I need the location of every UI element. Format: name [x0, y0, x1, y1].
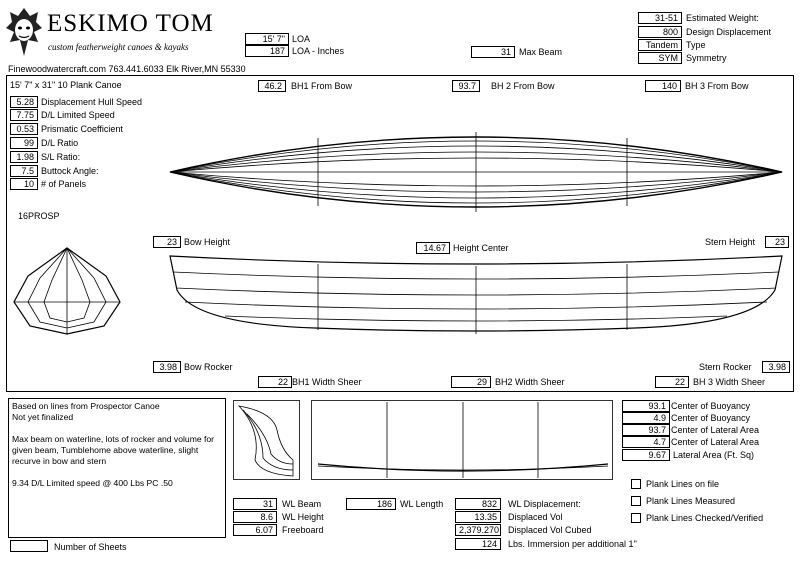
bh1-width-label: BH1 Width Sheer	[292, 377, 362, 387]
bh2-width-label: BH2 Width Sheer	[495, 377, 565, 387]
wl-beam-value: 31	[233, 498, 277, 510]
checkbox-label: Plank Lines on file	[646, 479, 720, 489]
max-beam-label: Max Beam	[519, 47, 563, 57]
plank-lines-on-file-checkbox[interactable]	[631, 479, 641, 489]
bh3-width-value: 22	[655, 376, 689, 388]
center-label: Lateral Area (Ft. Sq)	[673, 450, 755, 460]
stat-value: 0.53	[10, 123, 38, 135]
notes-line: 9.34 D/L Limited speed @ 400 Lbs PC .50	[12, 478, 173, 488]
center-label: Center of Buoyancy	[671, 401, 751, 411]
stat-value: 10	[10, 178, 38, 190]
bh2-value: 93.7	[452, 80, 480, 92]
freeboard-value: 6.07	[233, 524, 277, 536]
wl-length-value: 186	[346, 498, 396, 510]
plank-lines-verified-checkbox[interactable]	[631, 513, 641, 523]
brand-subtitle: custom featherweight canoes & kayaks	[48, 42, 189, 52]
bow-rocker-value: 3.98	[153, 361, 181, 373]
bh3-label: BH 3 From Bow	[685, 81, 749, 91]
stern-rocker-label: Stern Rocker	[699, 362, 752, 372]
center-label: Center of Lateral Area	[671, 425, 760, 435]
loa-label: LOA	[292, 34, 311, 44]
stat-label: # of Panels	[41, 179, 87, 189]
stat-value: 5.28	[10, 96, 38, 108]
plank-lines-measured-checkbox[interactable]	[631, 496, 641, 506]
stat-value: 99	[10, 137, 38, 149]
loa-value: 15' 7"	[245, 33, 289, 45]
bh2-label: BH 2 From Bow	[491, 81, 555, 91]
design-code: 16PROSP	[18, 211, 60, 221]
symmetry-label: Symmetry	[686, 53, 727, 63]
symmetry-value: SYM	[638, 52, 682, 64]
bh2-width-value: 29	[451, 376, 491, 388]
stat-label: Buttock Angle:	[41, 166, 99, 176]
profile-view-drawing	[165, 250, 790, 335]
brand-title: ESKIMO TOM	[47, 10, 214, 37]
eskimo-mask-logo	[4, 6, 44, 58]
bh3-value: 140	[645, 80, 681, 92]
stat-value: 7.5	[10, 165, 38, 177]
bow-rocker-label: Bow Rocker	[184, 362, 233, 372]
center-value: 93.7	[622, 424, 670, 436]
loa-inches-value: 187	[245, 45, 289, 57]
notes-line: Not yet finalized	[12, 412, 74, 422]
bh1-width-value: 22	[258, 376, 292, 388]
center-label: Center of Lateral Area	[671, 437, 760, 447]
est-weight-label: Estimated Weight:	[686, 13, 759, 23]
center-value: 9.67	[622, 449, 670, 461]
center-label: Center of Buoyancy	[671, 413, 751, 423]
wl-height-value: 8.6	[233, 511, 277, 523]
stat-label: D/L Limited Speed	[41, 110, 115, 120]
stern-height-label: Stern Height	[705, 237, 756, 247]
height-center-label: Height Center	[453, 243, 509, 253]
immersion-value: 124	[455, 538, 501, 550]
bh1-value: 46.2	[258, 80, 286, 92]
plan-view-drawing	[165, 120, 790, 225]
stat-label: Prismatic Coefficient	[41, 124, 123, 134]
displaced-vol-cubed-value: 2,379.270	[455, 524, 501, 536]
displaced-vol-label: Displaced Vol	[508, 512, 563, 522]
wl-beam-label: WL Beam	[282, 499, 322, 509]
number-of-sheets-label: Number of Sheets	[54, 542, 127, 552]
bh1-label: BH1 From Bow	[291, 81, 353, 91]
checkbox-label: Plank Lines Measured	[646, 496, 736, 506]
wl-height-label: WL Height	[282, 512, 324, 522]
bow-height-value: 23	[153, 236, 181, 248]
type-value: Tandem	[638, 39, 682, 51]
checkbox-label: Plank Lines Checked/Verified	[646, 513, 764, 523]
wl-length-label: WL Length	[400, 499, 444, 509]
center-value: 93.1	[622, 400, 670, 412]
stat-value: 1.98	[10, 151, 38, 163]
design-notes	[8, 398, 226, 538]
stat-label: D/L Ratio	[41, 138, 79, 148]
stat-label: Displacement Hull Speed	[41, 97, 143, 107]
loa-inches-label: LOA - Inches	[292, 46, 345, 56]
notes-line: Based on lines from Prospector Canoe	[12, 401, 160, 411]
number-of-sheets-field[interactable]	[10, 540, 48, 552]
wl-displacement-value: 832	[455, 498, 501, 510]
est-weight-value: 31-51	[638, 12, 682, 24]
bow-height-label: Bow Height	[184, 237, 231, 247]
notes-line: Max beam on waterline, lots of rocker and volume for given beam, Tumblehome above waterline, slight recurve in bow and stern	[12, 434, 215, 466]
immersion-label: Lbs. Immersion per additional 1"	[508, 539, 637, 549]
brand-contact: Finewoodwatercraft.com 763.441.6033 Elk River,MN 55330	[8, 64, 246, 74]
center-value: 4.9	[622, 412, 670, 424]
stern-height-value: 23	[765, 236, 789, 248]
height-center-value: 14.67	[416, 242, 450, 254]
design-disp-value: 800	[638, 26, 682, 38]
displaced-vol-cubed-label: Displaced Vol Cubed	[508, 525, 592, 535]
stat-label: S/L Ratio:	[41, 152, 81, 162]
freeboard-label: Freeboard	[282, 525, 324, 535]
design-disp-label: Design Displacement	[686, 27, 772, 37]
type-label: Type	[686, 40, 706, 50]
stern-rocker-value: 3.98	[762, 361, 790, 373]
center-value: 4.7	[622, 436, 670, 448]
body-section-drawing	[10, 244, 125, 336]
design-title: 15' 7" x 31" 10 Plank Canoe	[10, 80, 122, 90]
waterline-section-drawing	[233, 400, 613, 480]
max-beam-value: 31	[471, 46, 515, 58]
bh3-width-label: BH 3 Width Sheer	[693, 377, 766, 387]
wl-displacement-label: WL Displacement:	[508, 499, 581, 509]
stat-value: 7.75	[10, 109, 38, 121]
displaced-vol-value: 13.35	[455, 511, 501, 523]
